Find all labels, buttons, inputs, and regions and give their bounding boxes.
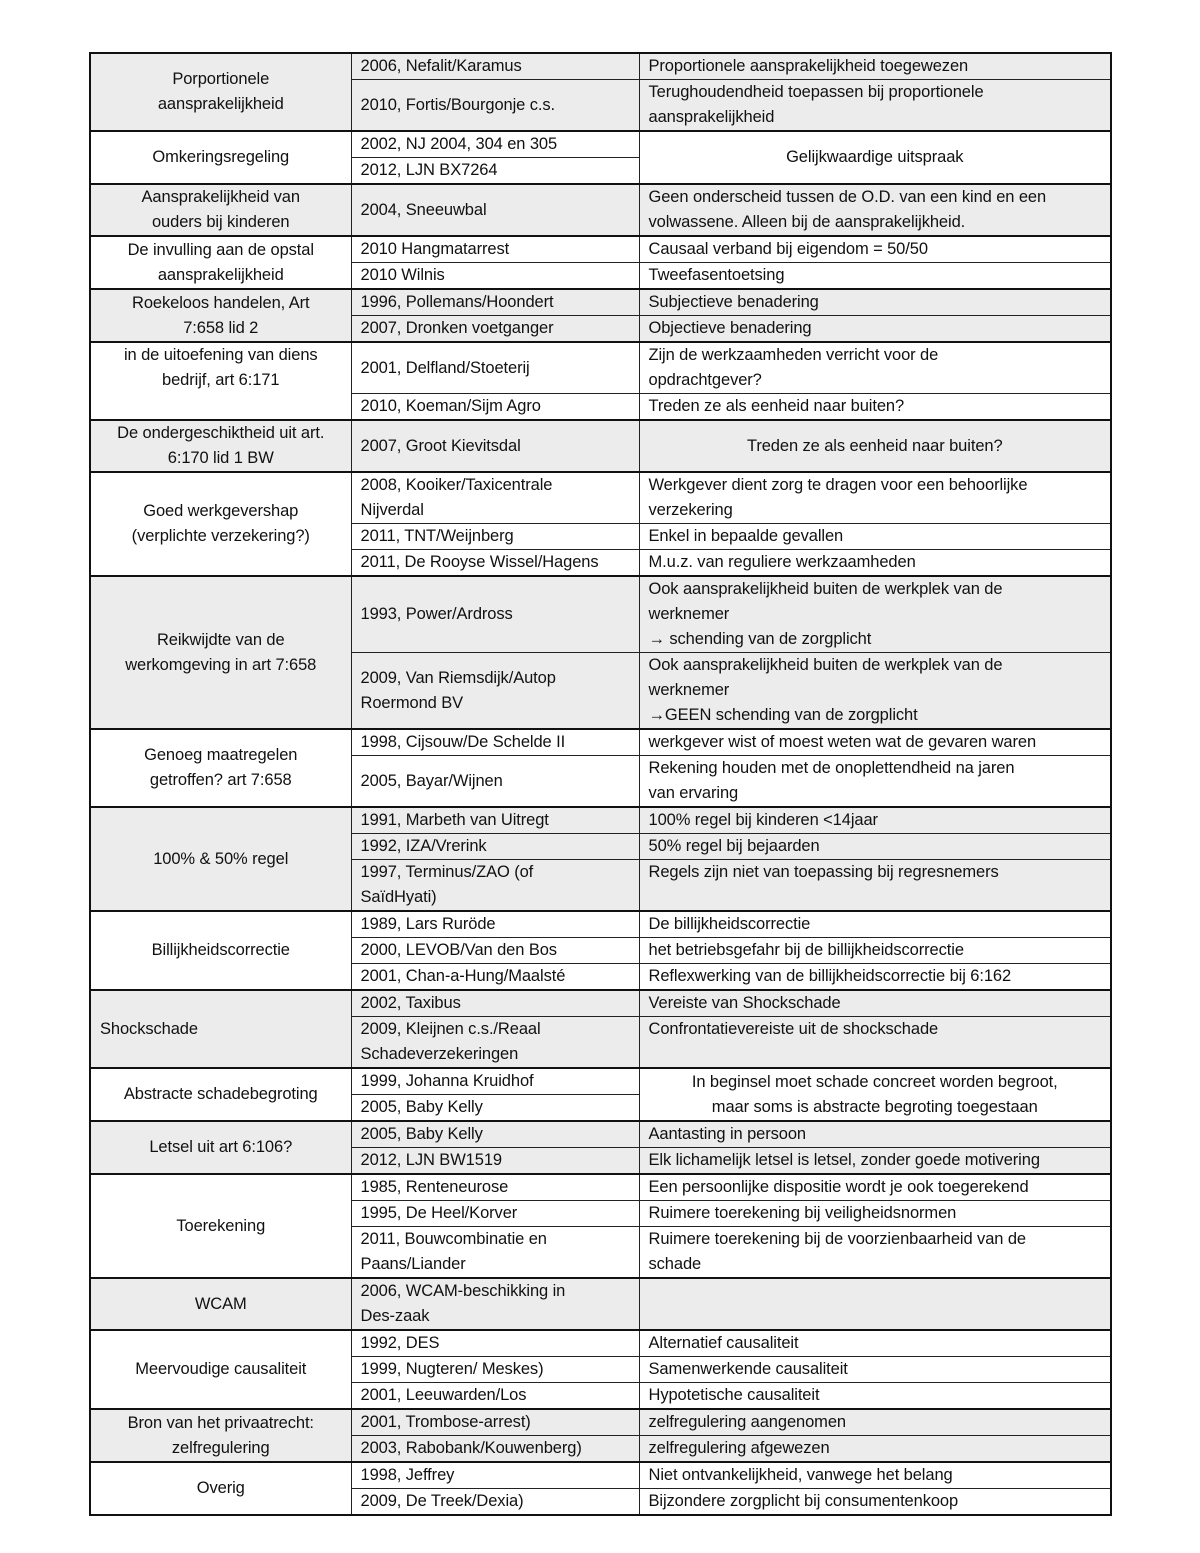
cell-text-line: 2004, Sneeuwbal	[360, 200, 487, 219]
table-row	[90, 53, 1111, 80]
table-row	[90, 729, 1111, 756]
cell-text-line: Elk lichamelijk letsel is letsel, zonder goede motivering	[648, 1151, 1040, 1169]
topic-group	[90, 576, 1111, 729]
topic-group	[90, 420, 1111, 472]
cell-text-line: 2003, Rabobank/Kouwenberg)	[360, 1439, 582, 1457]
case-cell	[351, 158, 639, 185]
case-cell	[351, 834, 639, 860]
topic-cell	[90, 472, 351, 576]
cell-text-line: Toerekening	[176, 1216, 266, 1235]
cell-text-line: In beginsel moet schade concreet worden begroot,	[691, 1072, 1058, 1091]
cell-text-line: 2010, Koeman/Sijm Agro	[360, 397, 541, 415]
cell-text-line: Bron van het privaatrecht:	[127, 1413, 314, 1432]
cell-text-line: 2011, Bouwcombinatie en	[360, 1230, 547, 1248]
description-cell	[639, 236, 1111, 263]
cell-text-line: werkgever wist of moest weten wat de gevaren waren	[648, 733, 1037, 751]
case-cell	[351, 1174, 639, 1201]
cell-text-line: 2000, LEVOB/Van den Bos	[360, 941, 557, 959]
topic-group	[90, 472, 1111, 576]
description-cell	[639, 1278, 1111, 1330]
description-cell	[639, 289, 1111, 316]
case-cell	[351, 807, 639, 834]
topic-cell	[90, 576, 351, 729]
cell-text-line: bedrijf, art 6:171	[162, 371, 280, 389]
cell-text-line: 2006, WCAM-beschikking in	[360, 1282, 566, 1300]
cell-text-line: 7:658 lid 2	[183, 318, 259, 337]
table-row	[90, 1068, 1111, 1095]
case-cell	[351, 1409, 639, 1436]
cell-text-line: Rekening houden met de onoplettendheid na jaren	[648, 759, 1015, 777]
topic-group	[90, 807, 1111, 911]
topic-cell	[90, 1409, 351, 1462]
cell-text-line: Bijzondere zorgplicht bij consumentenkoop	[648, 1492, 959, 1510]
case-cell	[351, 756, 639, 808]
cell-text-line: het betriebsgefahr bij de billijkheidscorrectie	[648, 941, 964, 959]
topic-group	[90, 236, 1111, 289]
description-cell	[639, 550, 1111, 577]
cell-text-line: 2007, Dronken voetganger	[360, 319, 554, 337]
cell-text-line: 1985, Renteneurose	[360, 1178, 509, 1196]
cell-text-line: zelfregulering aangenomen	[648, 1413, 846, 1431]
cell-text-line: →GEEN schending van de zorgplicht	[648, 706, 918, 724]
cell-text-line: Ook aansprakelijkheid buiten de werkplek van de	[648, 580, 1003, 598]
topic-group	[90, 1278, 1111, 1330]
cell-text-line: Proportionele aansprakelijkheid toegewezen	[648, 57, 969, 75]
case-cell	[351, 420, 639, 472]
cell-text-line: 1995, De Heel/Korver	[360, 1204, 518, 1222]
table-row	[90, 1409, 1111, 1436]
cell-text-line: Alternatief causaliteit	[648, 1334, 799, 1352]
cell-text-line: Causaal verband bij eigendom = 50/50	[648, 240, 928, 258]
cell-text-line: Samenwerkende causaliteit	[648, 1360, 848, 1378]
cell-text-line: aansprakelijkheid	[157, 95, 284, 113]
case-cell	[351, 1148, 639, 1175]
case-cell	[351, 576, 639, 653]
topic-cell	[90, 1068, 351, 1121]
topic-cell	[90, 236, 351, 289]
case-cell	[351, 263, 639, 290]
table-row	[90, 1330, 1111, 1357]
cell-text-line: 2009, De Treek/Dexia)	[360, 1492, 524, 1510]
topic-cell	[90, 1462, 351, 1515]
cell-text-line: maar soms is abstracte begroting toegestaan	[711, 1097, 1038, 1116]
case-cell	[351, 1489, 639, 1516]
case-cell	[351, 653, 639, 730]
cell-text-line: 1991, Marbeth van Uitregt	[360, 811, 549, 829]
cell-text-line: Abstracte schadebegroting	[123, 1085, 318, 1103]
topic-group	[90, 1409, 1111, 1462]
cell-text-line: Objectieve benadering	[648, 319, 812, 337]
case-cell	[351, 394, 639, 421]
cell-text-line: 2010, Fortis/Bourgonje c.s.	[360, 95, 555, 114]
description-cell	[639, 1148, 1111, 1175]
cell-text-line: 2001, Leeuwarden/Los	[360, 1386, 527, 1404]
cell-text-line: 1999, Nugteren/ Meskes)	[360, 1360, 544, 1378]
description-cell	[639, 524, 1111, 550]
description-cell	[639, 1489, 1111, 1516]
topic-group	[90, 184, 1111, 236]
cell-text-line: Goed werkgevershap	[143, 502, 299, 520]
cell-text-line: aansprakelijkheid	[157, 265, 284, 284]
topic-cell	[90, 1330, 351, 1409]
table-row	[90, 1174, 1111, 1201]
cell-text-line: Confrontatievereiste uit de shockschade	[648, 1020, 939, 1038]
topic-cell	[90, 289, 351, 342]
topic-cell	[90, 1121, 351, 1174]
description-cell	[639, 184, 1111, 236]
cell-text-line: Enkel in bepaalde gevallen	[648, 527, 844, 545]
table-row	[90, 131, 1111, 158]
case-cell	[351, 860, 639, 912]
cell-text-line: 1998, Cijsouw/De Schelde II	[360, 733, 566, 751]
table-row	[90, 1462, 1111, 1489]
cell-text-line: SaïdHyati)	[360, 888, 437, 906]
cell-text-line: zelfregulering afgewezen	[648, 1439, 830, 1457]
description-cell	[639, 1174, 1111, 1201]
cell-text-line: Des-zaak	[360, 1307, 430, 1325]
cell-text-line: 2001, Delfland/Stoeterij	[360, 358, 530, 377]
case-cell	[351, 289, 639, 316]
cell-text-line: Ruimere toerekening bij veiligheidsnormen	[648, 1204, 957, 1222]
description-cell	[639, 1357, 1111, 1383]
case-cell	[351, 236, 639, 263]
cell-text-line: Omkeringsregeling	[152, 148, 290, 166]
case-cell	[351, 316, 639, 343]
cell-text-line: 2011, TNT/Weijnberg	[360, 527, 514, 545]
case-cell	[351, 184, 639, 236]
cell-text-line: aansprakelijkheid	[648, 108, 775, 126]
table-row	[90, 1278, 1111, 1330]
cell-text-line: 2007, Groot Kievitsdal	[360, 436, 521, 455]
topic-cell	[90, 1278, 351, 1330]
cell-text-line: 2011, De Rooyse Wissel/Hagens	[360, 553, 599, 571]
cell-text-line: schade	[648, 1255, 702, 1273]
cell-text-line: Roermond BV	[360, 693, 464, 712]
cell-text-line: 2005, Baby Kelly	[360, 1125, 483, 1143]
table-row	[90, 420, 1111, 472]
cell-text-line: 2010 Hangmatarrest	[360, 240, 510, 258]
table-row	[90, 236, 1111, 263]
cell-text-line: M.u.z. van reguliere werkzaamheden	[648, 553, 916, 571]
cell-text-line: Treden ze als eenheid naar buiten?	[746, 436, 1003, 455]
description-cell	[639, 1436, 1111, 1463]
description-cell	[639, 80, 1111, 132]
cell-text-line: Porportionele	[172, 70, 270, 88]
table-row	[90, 807, 1111, 834]
cell-text-line: 2002, NJ 2004, 304 en 305	[360, 135, 558, 153]
cell-text-line: Overig	[196, 1479, 245, 1497]
cell-text-line: 2006, Nefalit/Karamus	[360, 57, 522, 75]
case-cell	[351, 1278, 639, 1330]
topic-cell	[90, 990, 351, 1068]
description-cell	[639, 394, 1111, 421]
topic-group	[90, 1330, 1111, 1409]
description-cell	[639, 990, 1111, 1017]
cell-text-line: zelfregulering	[171, 1438, 270, 1457]
cell-text-line: Een persoonlijke dispositie wordt je ook toegerekend	[648, 1178, 1029, 1196]
description-cell	[639, 1201, 1111, 1227]
cell-text-line: 2012, LJN BX7264	[360, 161, 498, 179]
cell-text-line: Aantasting in persoon	[648, 1125, 807, 1143]
case-cell	[351, 1462, 639, 1489]
topic-cell	[90, 342, 351, 420]
case-cell	[351, 550, 639, 577]
cell-text-line: 1997, Terminus/ZAO (of	[360, 863, 534, 881]
description-cell	[639, 1227, 1111, 1279]
cell-text-line: 2005, Bayar/Wijnen	[360, 771, 503, 790]
case-cell	[351, 911, 639, 938]
table-row	[90, 342, 1111, 394]
description-cell	[639, 316, 1111, 343]
cell-text-line: 2009, Kleijnen c.s./Reaal	[360, 1020, 541, 1038]
case-cell	[351, 729, 639, 756]
case-cell	[351, 524, 639, 550]
cell-text-line: Meervoudige causaliteit	[135, 1360, 307, 1378]
description-cell	[639, 1068, 1111, 1121]
topic-group	[90, 1462, 1111, 1515]
description-cell	[639, 911, 1111, 938]
description-cell	[639, 807, 1111, 834]
cell-text-line: Nijverdal	[360, 501, 424, 519]
cell-text-line: 2005, Baby Kelly	[360, 1098, 483, 1116]
description-cell	[639, 420, 1111, 472]
cell-text-line: De invulling aan de opstal	[127, 240, 314, 259]
cell-text-line: De billijkheidscorrectie	[648, 915, 811, 933]
cell-text-line: Letsel uit art 6:106?	[149, 1138, 293, 1156]
cell-text-line: Roekeloos handelen, Art	[132, 293, 310, 312]
cell-text-line: werknemer	[648, 681, 730, 699]
case-cell	[351, 938, 639, 964]
description-cell	[639, 576, 1111, 653]
cell-text-line: Regels zijn niet van toepassing bij regresnemers	[648, 863, 999, 881]
cell-text-line: → schending van de zorgplicht	[648, 630, 872, 648]
cell-text-line: Gelijkwaardige uitspraak	[786, 148, 964, 166]
cell-text-line: Treden ze als eenheid naar buiten?	[648, 397, 905, 415]
topic-cell	[90, 911, 351, 990]
case-cell	[351, 1095, 639, 1122]
case-cell	[351, 1201, 639, 1227]
cell-text-line: opdrachtgever?	[648, 371, 762, 389]
description-cell	[639, 1383, 1111, 1410]
cell-text-line: Geen onderscheid tussen de O.D. van een kind en een	[648, 188, 1047, 206]
law-overview-table	[89, 52, 1112, 1516]
description-cell	[639, 1017, 1111, 1069]
case-cell	[351, 964, 639, 991]
cell-text-line: 2008, Kooiker/Taxicentrale	[360, 476, 553, 494]
topic-group	[90, 729, 1111, 807]
description-cell	[639, 1330, 1111, 1357]
topic-group	[90, 53, 1111, 131]
table-row	[90, 576, 1111, 653]
topic-cell	[90, 131, 351, 184]
topic-group	[90, 1068, 1111, 1121]
cell-text-line: WCAM	[194, 1294, 247, 1313]
table-row	[90, 289, 1111, 316]
description-cell	[639, 1121, 1111, 1148]
cell-text-line: 100% regel bij kinderen <14jaar	[648, 811, 878, 829]
cell-text-line: Paans/Liander	[360, 1255, 466, 1273]
cell-text-line: in de uitoefening van diens	[123, 346, 318, 364]
cell-text-line: De ondergeschiktheid uit art.	[117, 424, 325, 442]
cell-text-line: Genoeg maatregelen	[144, 746, 298, 764]
case-cell	[351, 1436, 639, 1463]
topic-group	[90, 289, 1111, 342]
cell-text-line: Aansprakelijkheid van	[141, 188, 300, 206]
cell-text-line: 1992, IZA/Vrerink	[360, 837, 487, 855]
case-cell	[351, 1121, 639, 1148]
table-row	[90, 184, 1111, 236]
cell-text-line: Billijkheidscorrectie	[151, 941, 290, 959]
cell-text-line: 1993, Power/Ardross	[360, 605, 513, 623]
cell-text-line: van ervaring	[648, 784, 739, 802]
topic-cell	[90, 729, 351, 807]
topic-cell	[90, 1174, 351, 1278]
case-cell	[351, 80, 639, 132]
cell-text-line: 1998, Jeffrey	[360, 1466, 455, 1484]
case-cell	[351, 1227, 639, 1279]
cell-text-line: verzekering	[648, 501, 733, 519]
topic-group	[90, 131, 1111, 184]
case-cell	[351, 1017, 639, 1069]
topic-group	[90, 1174, 1111, 1278]
cell-text-line: Ruimere toerekening bij de voorzienbaarheid van de	[648, 1230, 1026, 1248]
description-cell	[639, 53, 1111, 80]
description-cell	[639, 729, 1111, 756]
cell-text-line: 2002, Taxibus	[360, 994, 461, 1012]
table-row	[90, 990, 1111, 1017]
description-cell	[639, 472, 1111, 524]
cell-text-line: Werkgever dient zorg te dragen voor een behoorlijke	[648, 476, 1028, 494]
cell-text-line: Zijn de werkzaamheden verricht voor de	[648, 346, 939, 364]
topic-group	[90, 1121, 1111, 1174]
topic-cell	[90, 184, 351, 236]
topic-cell	[90, 53, 351, 131]
cell-text-line: Tweefasentoetsing	[648, 266, 785, 284]
topic-group	[90, 342, 1111, 420]
description-cell	[639, 263, 1111, 290]
cell-text-line: Niet ontvankelijkheid, vanwege het belang	[648, 1466, 953, 1484]
topic-group	[90, 911, 1111, 990]
description-cell	[639, 834, 1111, 860]
cell-text-line: werkomgeving in art 7:658	[125, 655, 317, 674]
cell-text-line: 1989, Lars Ruröde	[360, 915, 496, 933]
cell-text-line: Subjectieve benadering	[648, 293, 819, 311]
cell-text-line: Hypotetische causaliteit	[648, 1386, 820, 1404]
cell-text-line: volwassene. Alleen bij de aansprakelijkheid.	[648, 213, 966, 231]
cell-text-line: 100% & 50% regel	[153, 849, 289, 868]
cell-text-line: Shockschade	[100, 1019, 198, 1038]
case-cell	[351, 1068, 639, 1095]
cell-text-line: 1996, Pollemans/Hoondert	[360, 293, 554, 311]
description-cell	[639, 938, 1111, 964]
cell-text-line: Reflexwerking van de billijkheidscorrectie bij 6:162	[648, 967, 1012, 985]
description-cell	[639, 1462, 1111, 1489]
description-cell	[639, 131, 1111, 184]
case-cell	[351, 342, 639, 394]
case-cell	[351, 131, 639, 158]
description-cell	[639, 653, 1111, 730]
case-cell	[351, 990, 639, 1017]
cell-text-line: 2012, LJN BW1519	[360, 1151, 502, 1169]
cell-text-line: werknemer	[648, 605, 730, 623]
cell-text-line: ouders bij kinderen	[151, 213, 290, 231]
table-row	[90, 472, 1111, 524]
cell-text-line: 2001, Trombose-arrest)	[360, 1413, 531, 1431]
case-cell	[351, 53, 639, 80]
table-row	[90, 911, 1111, 938]
topic-group	[90, 990, 1111, 1068]
cell-text-line: getroffen? art 7:658	[149, 771, 292, 789]
topic-cell	[90, 807, 351, 911]
description-cell	[639, 964, 1111, 991]
cell-text-line: 2009, Van Riemsdijk/Autop	[360, 668, 556, 687]
table-row	[90, 1121, 1111, 1148]
cell-text-line: Terughoudendheid toepassen bij proportionele	[648, 83, 984, 101]
description-cell	[639, 860, 1111, 912]
cell-text-line: (verplichte verzekering?)	[131, 527, 310, 545]
cell-text-line: 6:170 lid 1 BW	[167, 449, 274, 467]
description-cell	[639, 342, 1111, 394]
case-cell	[351, 472, 639, 524]
cell-text-line: Vereiste van Shockschade	[648, 994, 841, 1012]
case-cell	[351, 1357, 639, 1383]
case-cell	[351, 1383, 639, 1410]
topic-cell	[90, 420, 351, 472]
case-cell	[351, 1330, 639, 1357]
cell-text-line: 1999, Johanna Kruidhof	[360, 1072, 534, 1090]
description-cell	[639, 756, 1111, 808]
cell-text-line: 2010 Wilnis	[360, 266, 445, 284]
cell-text-line: Schadeverzekeringen	[360, 1045, 519, 1063]
cell-text-line: 2001, Chan-a-Hung/Maalsté	[360, 967, 566, 985]
cell-text-line: 50% regel bij bejaarden	[648, 837, 820, 855]
cell-text-line: 1992, DES	[360, 1334, 440, 1352]
description-cell	[639, 1409, 1111, 1436]
cell-text-line: Reikwijdte van de	[156, 630, 285, 649]
cell-text-line: Ook aansprakelijkheid buiten de werkplek van de	[648, 656, 1003, 674]
